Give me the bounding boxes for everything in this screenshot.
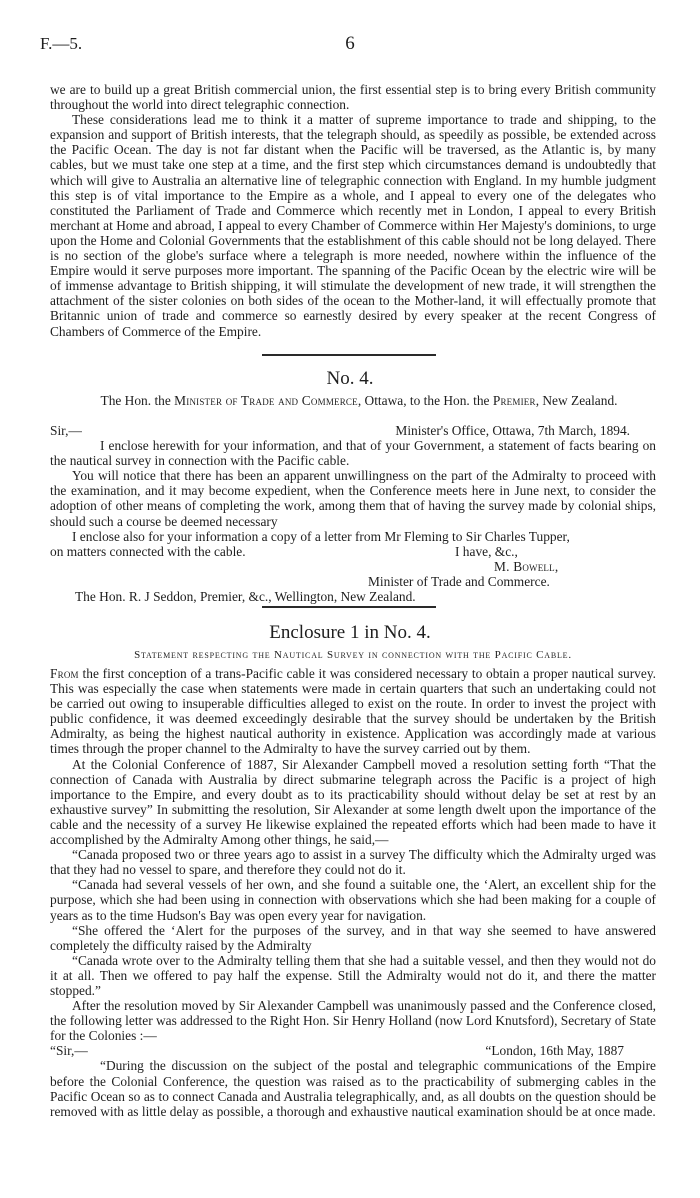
salutation: Sir,—: [50, 423, 82, 438]
dateline: Minister's Office, Ottawa, 7th March, 1894.: [395, 423, 630, 438]
paragraph: These considerations lead me to think it a matter of supreme importance to trade and shipping, to the expansion and support of British interests, that the telegraph should, as speedily as possible, be extended across the Pacific Ocean. The day is not far distant when the Pacific will be traversed, as the Atlantic is, by many cables, but we must take one step at a time, and the first step which circumstances demand is undoubtedly that which will give to Australia an alternative line of telegraphic connection with England. In my humble judgment this step is of vital importance to the Empire as a whole, and I appeal to every one of the delegates who constituted the Parliament of Trade and Commerce which recently met in London, I appeal to every British merchant at Home and abroad, I appeal to every Chamber of Commerce within Her Majesty's dominions, to urge upon the Home and Colonial Governments that the establishment of this cable should not be long delayed. There is no section of the globe's surface where a telegraph is more needed, nowhere within the influence of the Empire would it serve purposes more important. The spanning of the Pacific Ocean by the electric wire will be of immense advantage to British shipping, it will stimulate the development of new trade, it will strengthen the attachment of the sister colonies on both sides of the ocean to the Mother-land, it will effectually promote that Britannic union of trade and commerce so earnestly desired by every speaker at the recent Congress of Chambers of Commerce of the Empire.: [50, 112, 656, 339]
signature: M. Bowell,: [494, 558, 559, 574]
signature-title-row: [50, 574, 656, 589]
letter-dateline: “London, 16th May, 1887: [485, 1043, 624, 1059]
paragraph: From the first conception of a trans-Pacific cable it was considered necessary to obtain a proper nautical survey. This was especially the case when statements were made in certain quarters that such an undertaking could not be carried out owing to insuperable difficulties alleged to exist on the route. In order to invest the project with public confidence, it was deemed exceedingly desirable that the survey should be undertaken by the British Admiralty, as being the highest nautical authority in existence. Application was accordingly made at various times through the proper channel to the Admiralty to have the survey carried out by them.: [50, 666, 656, 757]
paragraph: You will notice that there has been an apparent unwillingness on the part of the Admiralty to proceed with the examination, and it may become expedient, when the Conference meets here in June next, to consider the adoption of other means of completing the work, among them that of having the survey made by colonial ships, should such a course be deemed necessary: [50, 468, 656, 529]
paragraph: After the resolution moved by Sir Alexander Campbell was unanimously passed and the Conference closed, the following letter was addressed to the Right Hon. Sir Henry Holland (now Lord Knutsford), Secretary of State for the Colonies :—: [50, 998, 656, 1044]
paragraph-line: on matters connected with the cable. I have, &c.,: [50, 543, 518, 559]
letter-title: The Hon. the Minister of Trade and Commerce, Ottawa, to the Hon. the Premier, New Zealand.: [100, 393, 618, 408]
top-section: [50, 82, 656, 339]
letter-salutation: “Sir,—: [50, 1043, 88, 1059]
quote-paragraph: “Canada proposed two or three years ago to assist in a survey The difficulty which the Admiralty urged was that they had no vessel to spare, and therefore they could not do it.: [50, 847, 656, 878]
closing: I have, &c.,: [455, 543, 518, 559]
section-heading-enclosure: Enclosure 1 in No. 4.: [269, 622, 431, 643]
letter-no4: [50, 423, 656, 604]
section-heading-no4: No. 4.: [326, 368, 374, 389]
section-divider: [262, 354, 436, 356]
addressee: The Hon. R. J Seddon, Premier, &c., Wellington, New Zealand.: [75, 589, 416, 605]
paragraph: we are to build up a great British commercial union, the first essential step is to bring every British community throughout the world into direct telegraphic connection.: [50, 82, 656, 113]
signature-title: Minister of Trade and Commerce.: [368, 573, 550, 589]
letter-salutation-row: [50, 1043, 656, 1058]
page-number: 6: [345, 33, 355, 54]
quote-paragraph: “She offered the ‘Alert for the purposes of the survey, and in that way she seemed to have answered completely the difficulty raised by the Admiralty: [50, 922, 656, 953]
statement-title: Statement respecting the Nautical Survey in connection with the Pacific Cable.: [134, 649, 572, 661]
paragraph: At the Colonial Conference of 1887, Sir Alexander Campbell moved a resolution setting forth “That the connection of Canada with Australia by direct submarine telegraph across the Pacific is a project of high importance to the Empire, and every doubt as to its practicability should without delay be set at rest by an exhaustive survey” In submitting the resolution, Sir Alexander at some length dwelt upon the importance of the cable and the necessity of a survey He likewise explained the repeated efforts which had been made to have it accomplished by the Admiralty Among other things, he said,—: [50, 756, 656, 848]
signature-row: [50, 559, 656, 574]
addressee-row: [50, 589, 656, 604]
document-reference: F.—5.: [40, 34, 83, 53]
paragraph: “During the discussion on the subject of the postal and telegraphic communications of the Empire before the Colonial Conference, the question was raised as to the practicability of submerging cables in the Pacific Ocean so as to connect Canada and Australia telegraphically, and, as all doubts on the question should be removed with as little delay as possible, a thorough and exhaustive nautical examination should be at once made.: [50, 1058, 656, 1119]
quote-paragraph: “Canada wrote over to the Admiralty telling them that she had a suitable vessel, and then they would not do it at all. Then we offered to pay half the expense. Still the Admiralty would not do it, and there the matter stopped.”: [50, 952, 656, 998]
section-divider: [262, 606, 436, 608]
quote-paragraph: “Canada had several vessels of her own, and she found a suitable one, the ‘Alert, an excellent ship for the purpose, which she had been using in connection with observations which she had been making for a couple of years as to the time Hudson's Bay was open every year for navigation.: [50, 877, 656, 923]
paragraph-line: I enclose also for your information a copy of a letter from Mr Fleming to Sir Charles Tupper,: [72, 528, 570, 544]
salutation-row: [50, 423, 656, 438]
enclosure-body: [50, 666, 656, 1119]
paragraph: I enclose herewith for your information, and that of your Government, a statement of facts bearing on the nautical survey in connection with the Pacific cable.: [50, 438, 656, 469]
